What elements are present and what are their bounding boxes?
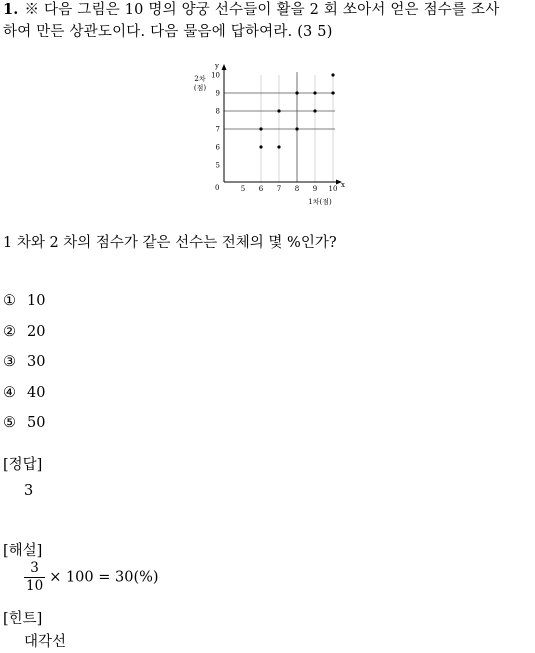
choice-value: 40 — [27, 384, 46, 401]
y-tick-label: 5 — [215, 161, 220, 170]
choice-2[interactable] — [3, 322, 45, 353]
scatter-point — [313, 91, 316, 94]
y-tick-label: 6 — [215, 143, 220, 152]
scatter-point — [331, 91, 334, 94]
question-number: 1. — [3, 1, 19, 18]
choice-mark: ① — [3, 293, 16, 309]
y-axis-arrow — [222, 64, 227, 70]
choice-3[interactable] — [3, 352, 45, 383]
formula-rest: × 100 = 30(%) — [49, 569, 159, 586]
answer-value: 3 — [24, 483, 34, 499]
question-line-2 — [3, 22, 333, 42]
scatter-point — [277, 109, 280, 112]
question-text-1: ※ 다음 그림은 10 명의 양궁 선수들이 활을 2 회 쏘아서 얻은 점수를 조사 — [24, 2, 500, 18]
x-tick-label: 5 — [240, 185, 246, 193]
sub-question: 1 차와 2 차의 점수가 같은 선수는 전체의 몇 %인가? — [3, 235, 337, 251]
choice-mark: ⑤ — [3, 415, 16, 431]
fraction-denominator: 10 — [26, 578, 44, 594]
hint-tag: [힌트] — [3, 611, 43, 627]
y-tick-label: 9 — [215, 89, 220, 98]
choice-mark: ② — [3, 323, 16, 340]
scatter-point — [295, 91, 298, 94]
x-axis-letter: x — [341, 181, 345, 189]
choice-value: 20 — [27, 323, 46, 340]
fraction — [24, 560, 45, 595]
y-axis-label-line-1: 2차 — [194, 75, 206, 83]
question-text-2: 하여 만든 상관도이다. 다음 물음에 답하여라. (3 5) — [3, 24, 333, 40]
explanation-formula — [24, 560, 159, 595]
x-axis-label: 1차(점) — [308, 198, 332, 206]
scatter-point — [295, 127, 298, 130]
choice-value: 10 — [27, 293, 46, 309]
scatter-point — [259, 145, 262, 148]
y-tick-label: 10 — [211, 71, 220, 80]
choice-value: 30 — [27, 354, 46, 370]
x-tick-label: 7 — [276, 185, 282, 193]
answer-tag: [정답] — [3, 457, 43, 473]
choice-4[interactable] — [3, 383, 45, 414]
choice-list — [3, 291, 45, 444]
choice-mark: ④ — [3, 384, 16, 401]
y-tick-label: 8 — [215, 107, 220, 116]
x-tick-label: 10 — [328, 185, 338, 193]
scatter-chart-svg — [186, 60, 356, 210]
x-tick-label: 9 — [312, 185, 318, 193]
choice-mark: ③ — [3, 354, 16, 370]
choice-1[interactable] — [3, 291, 45, 322]
choice-5[interactable] — [3, 413, 45, 444]
hint-value: 대각선 — [24, 634, 67, 650]
x-tick-label: 8 — [294, 185, 300, 193]
fraction-numerator: 3 — [24, 560, 45, 578]
scatter-point — [331, 73, 334, 76]
scatter-point — [259, 127, 262, 130]
x-tick-label: 6 — [258, 185, 264, 193]
scatter-chart — [186, 60, 356, 210]
explanation-tag: [해설] — [3, 543, 43, 559]
choice-value: 50 — [27, 415, 46, 431]
origin-label: 0 — [215, 184, 220, 192]
y-tick-label: 7 — [215, 125, 220, 134]
y-axis-letter: y — [215, 62, 219, 70]
y-axis-label-line-2: (점) — [193, 84, 207, 92]
question-line-1 — [3, 0, 499, 20]
scatter-point — [277, 145, 280, 148]
scatter-point — [313, 109, 316, 112]
